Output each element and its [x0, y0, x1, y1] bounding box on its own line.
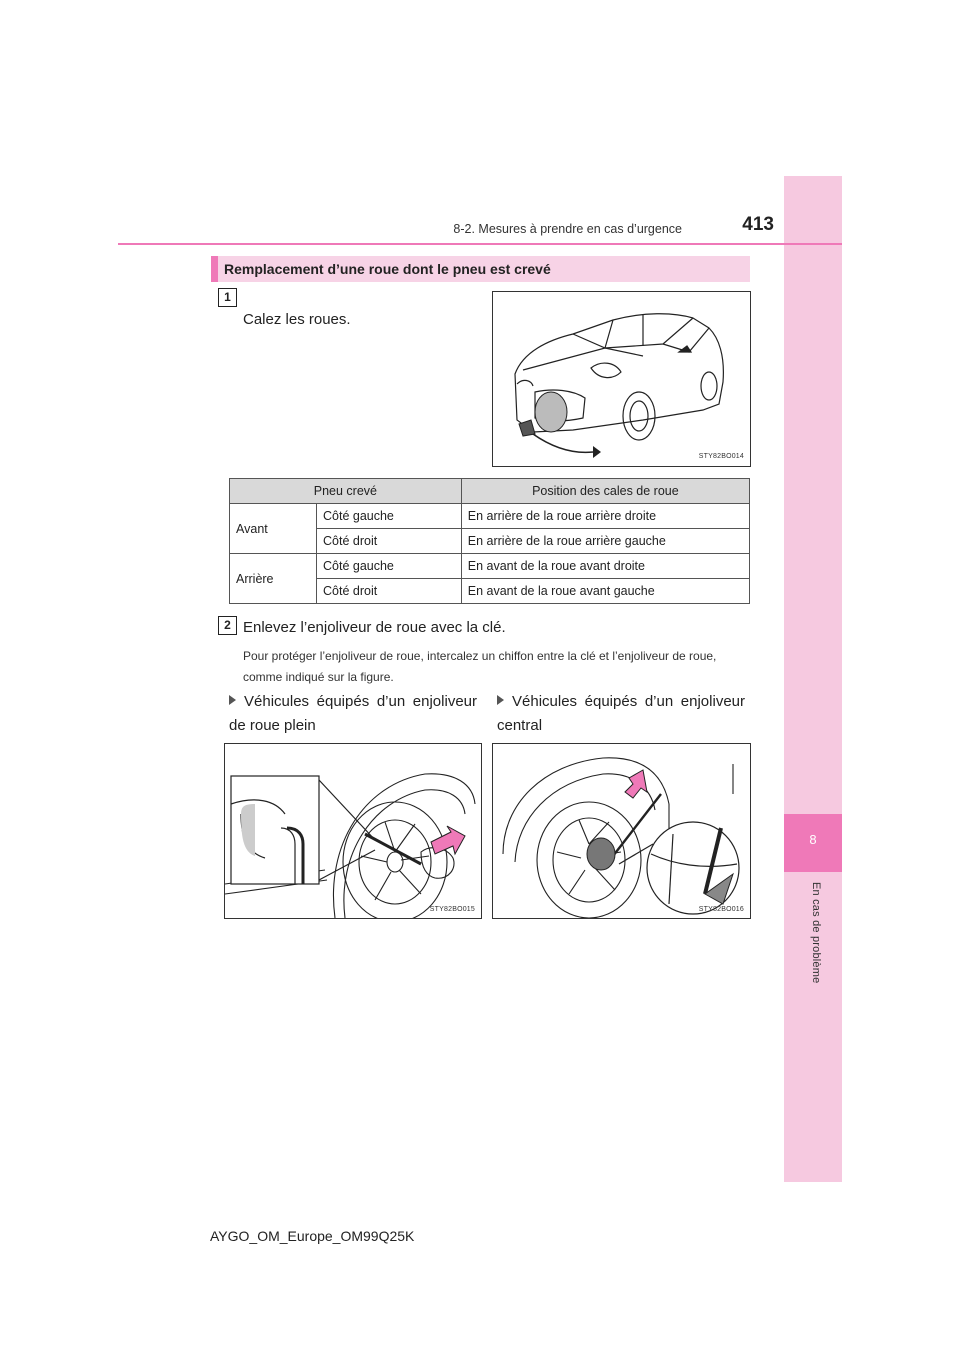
figure-code: STY82BO014: [698, 453, 744, 460]
table-group-label: Arrière: [230, 554, 317, 604]
table-cell: En avant de la roue avant droite: [461, 554, 749, 579]
figure-center-wheel-cap: [492, 743, 751, 919]
step-1-text: Calez les roues.: [243, 311, 351, 328]
figure-car-chocks: [492, 291, 751, 467]
table-group-label: Avant: [230, 504, 317, 554]
step-2-text: Enlevez l’enjoliveur de roue avec la clé.: [243, 619, 506, 636]
variant-full-cap-label: [229, 690, 477, 738]
table-cell: Côté gauche: [317, 504, 462, 529]
step-2-note: Pour protéger l’enjoliveur de roue, intercalez un chiffon entre la clé et l’enjoliveur de roue, comme indiqué sur la figure.: [243, 649, 717, 684]
header-rule: [118, 243, 842, 245]
full-cap-illustration: [225, 744, 481, 918]
table-cell: Côté gauche: [317, 554, 462, 579]
table-row: [230, 554, 750, 579]
triangle-bullet-icon: [497, 695, 504, 705]
table-cell: En arrière de la roue arrière gauche: [461, 529, 749, 554]
table-header-row: [230, 479, 750, 504]
chapter-label: En cas de problème: [810, 882, 822, 984]
variant-center-cap-label: [497, 690, 745, 738]
step-2-number: 2: [218, 616, 237, 635]
variant-label-text: Véhicules équipés d’un enjoliveur central: [497, 693, 745, 734]
wheel-chock-table: [229, 478, 750, 604]
footer-model-code: AYGO_OM_Europe_OM99Q25K: [210, 1228, 415, 1244]
header-section-title: 8-2. Mesures à prendre en cas d’urgence: [453, 222, 682, 236]
table-cell: Côté droit: [317, 579, 462, 604]
car-illustration: [493, 292, 750, 466]
table-cell: En avant de la roue avant gauche: [461, 579, 749, 604]
table-cell: Côté droit: [317, 529, 462, 554]
step-1-number: 1: [218, 288, 237, 307]
variant-label-text: Véhicules équipés d’un enjoliveur de roue plein: [229, 693, 477, 734]
figure-full-wheel-cap: [224, 743, 482, 919]
center-cap-illustration: [493, 744, 750, 918]
page-number: 413: [742, 214, 774, 235]
table-header-cell: Pneu crevé: [230, 479, 462, 504]
figure-code: STY82BO015: [429, 906, 475, 913]
chapter-number: 8: [809, 832, 817, 847]
figure-code: STY82BO016: [698, 906, 744, 913]
section-heading-accent: [211, 256, 218, 282]
triangle-bullet-icon: [229, 695, 236, 705]
section-heading: Remplacement d’une roue dont le pneu est crevé: [224, 261, 551, 277]
table-header-cell: Position des cales de roue: [461, 479, 749, 504]
table-row: [230, 504, 750, 529]
table-cell: En arrière de la roue arrière droite: [461, 504, 749, 529]
